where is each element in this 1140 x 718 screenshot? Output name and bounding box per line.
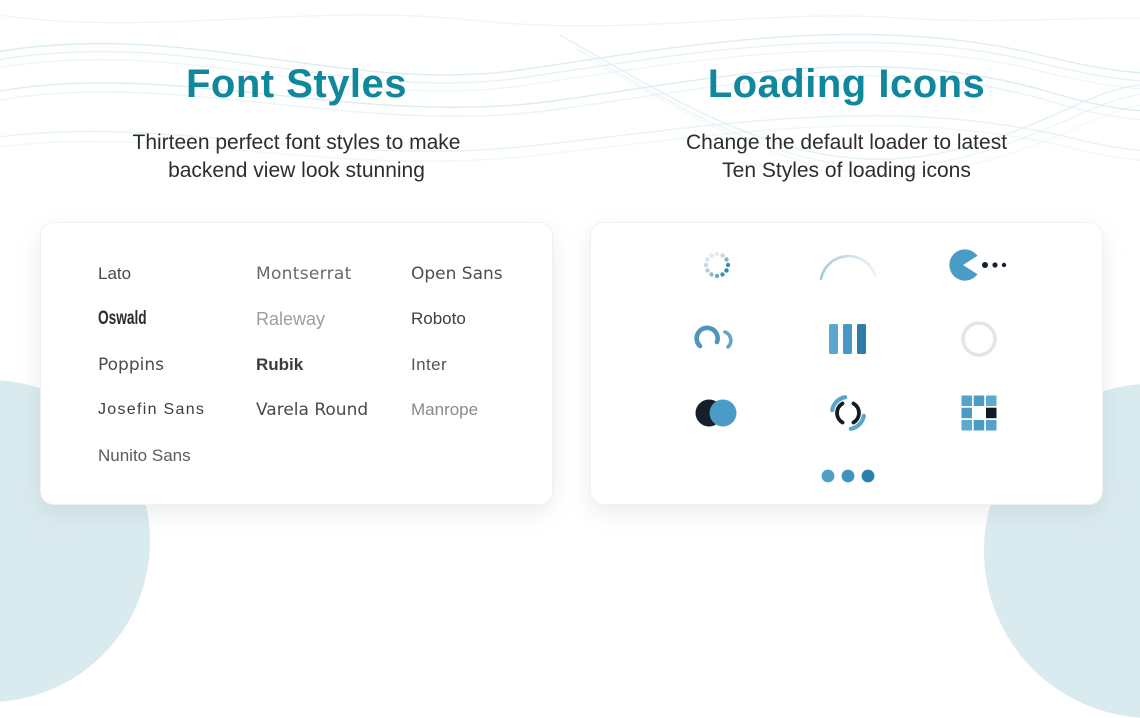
- pixel-grid-icon: [913, 376, 1044, 450]
- loading-icons-subtitle: [590, 129, 1103, 185]
- font-style-item-poppins: Poppins: [98, 354, 164, 375]
- font-styles-title: Font Styles: [185, 62, 408, 106]
- font-styles-card: [40, 222, 553, 505]
- font-style-item-varela-round: Varela Round: [256, 400, 369, 421]
- loading-icons-subtitle-line1: Change the default loader to latest: [685, 131, 1008, 154]
- font-style-item-manrope: Manrope: [411, 400, 479, 420]
- font-style-item-nunito-sans: Nunito Sans: [98, 445, 191, 465]
- font-style-item-open-sans: Open Sans: [411, 263, 503, 284]
- dual-arc-spinner-icon: [651, 302, 782, 376]
- loading-icons-grid: [591, 223, 1102, 524]
- ring-icon: [913, 302, 1044, 376]
- spinner-dots-icon: [651, 228, 782, 302]
- loading-icons-subtitle-line2: Ten Styles of loading icons: [722, 159, 971, 182]
- arc-spinner-icon: [782, 228, 913, 302]
- font-style-item-lato: Lato: [98, 263, 132, 283]
- wave-pattern-background: [0, 0, 1140, 230]
- font-style-item-oswald: Oswald: [98, 308, 147, 330]
- vertical-bars-icon: [782, 302, 913, 376]
- font-styles-subtitle: [40, 129, 553, 185]
- font-style-item-roboto: Roboto: [411, 309, 466, 329]
- pacman-icon: [913, 228, 1044, 302]
- font-style-item-raleway: Raleway: [256, 308, 326, 329]
- duo-circles-icon: [651, 376, 782, 450]
- font-style-item-inter: Inter: [411, 354, 448, 374]
- broken-ring-icon: [782, 376, 913, 450]
- loading-icons-card: [590, 222, 1103, 505]
- three-dots-icon: [651, 450, 1044, 502]
- loading-icons-title: Loading Icons: [707, 62, 986, 106]
- font-style-item-montserrat: Montserrat: [256, 263, 352, 284]
- font-styles-list: [41, 223, 552, 479]
- font-style-item-rubik: Rubik: [256, 354, 304, 374]
- font-style-item-josefin-sans: Josefin Sans: [98, 401, 206, 419]
- font-styles-subtitle-line2: backend view look stunning: [168, 159, 425, 182]
- font-styles-subtitle-line1: Thirteen perfect font styles to make: [132, 131, 461, 154]
